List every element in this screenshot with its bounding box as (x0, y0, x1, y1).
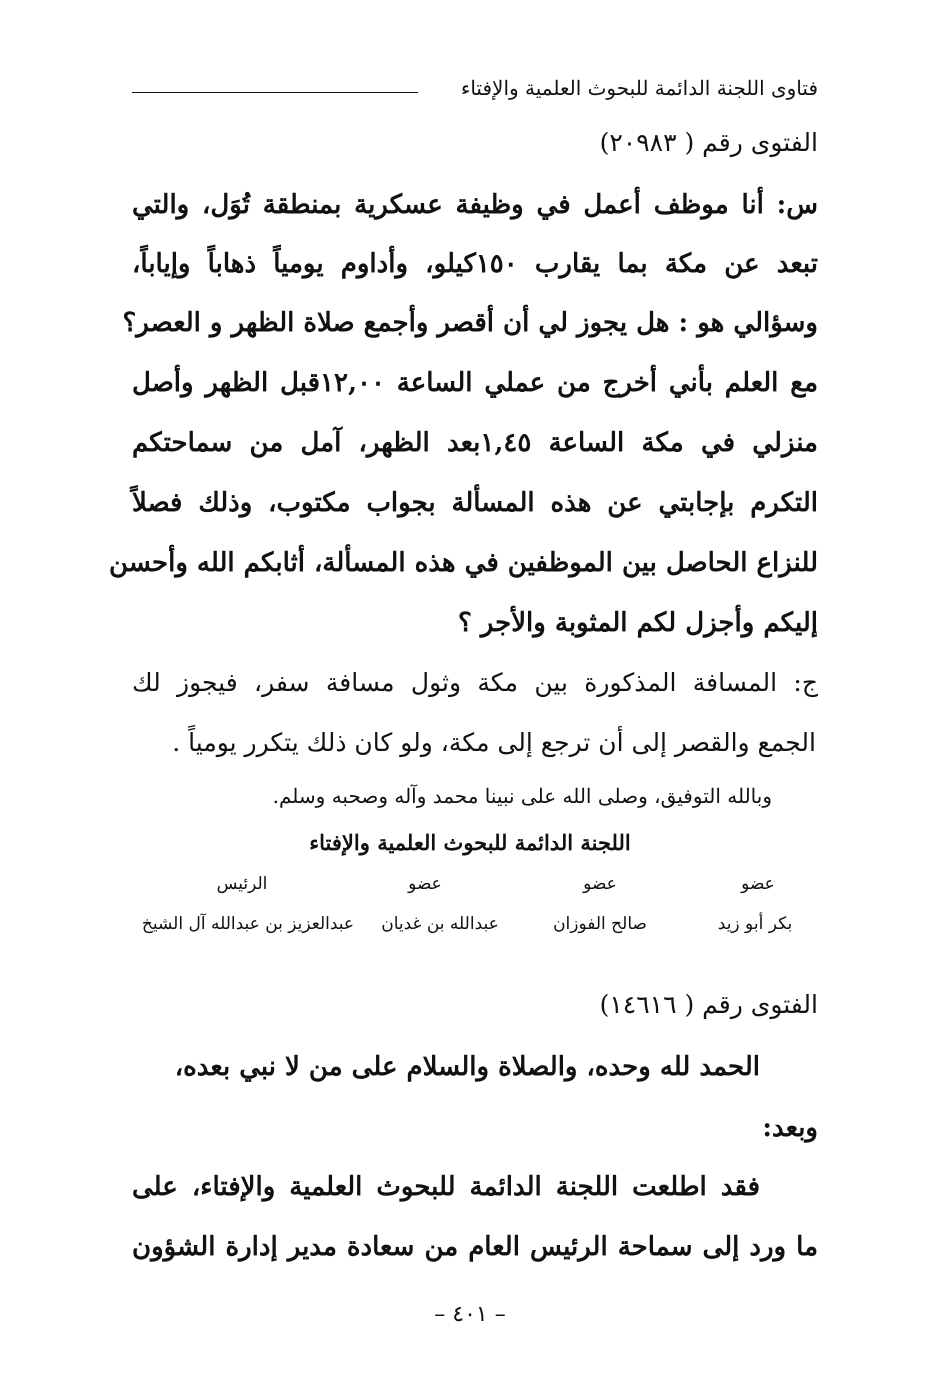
signatory-role: عضو (741, 874, 775, 894)
page-number: – ٤٠١ – (434, 1302, 506, 1327)
running-header: فتاوى اللجنة الدائمة للبحوث العلمية والإفتاء (460, 76, 818, 100)
signatory-name: عبدالعزيز بن عبدالله آل الشيخ (141, 914, 355, 934)
answer-line: الجمع والقصر إلى أن ترجع إلى مكة، ولو كان ذلك يتكرر يومياً . (172, 728, 816, 757)
body-line: فقد اطلعت اللجنة الدائمة للبحوث العلمية والإفتاء، على (132, 1172, 760, 1202)
question-line: مع العلم بأني أخرج من عملي الساعة ١٢,٠٠قبل الظهر وأصل (132, 368, 818, 398)
fatwa-number-heading: الفتوى رقم ( ٢٠٩٨٣) (599, 128, 818, 157)
header-rule (132, 92, 418, 93)
question-line: تبعد عن مكة بما يقارب ١٥٠كيلو، وأداوم يومياً ذهاباً وإياباً، (132, 249, 818, 279)
question-line: س: أنا موظف أعمل في وظيفة عسكرية بمنطقة تُوَل، والتي (132, 190, 818, 220)
signatory-name: عبدالله بن غديان (381, 914, 499, 934)
signatory-name: صالح الفوزان (553, 914, 647, 934)
question-line: إليكم وأجزل لكم المثوبة والأجر ؟ (457, 608, 818, 638)
question-line: التكرم بإجابتي عن هذه المسألة بجواب مكتوب، وذلك فصلاً (132, 488, 818, 518)
fatwa-number-heading: الفتوى رقم ( ١٤٦١٦) (599, 990, 818, 1019)
signatory-name: بكر أبو زيد (717, 914, 793, 934)
signatory-role: الرئيس (216, 874, 268, 894)
signatory-role: عضو (583, 874, 617, 894)
body-line: ما ورد إلى سماحة الرئيس العام من سعادة مدير إدارة الشؤون (132, 1232, 818, 1262)
body-line: وبعد: (762, 1113, 818, 1143)
body-line: الحمد لله وحده، والصلاة والسلام على من لا نبي بعده، (174, 1052, 760, 1082)
closing-line: وبالله التوفيق، وصلى الله على نبينا محمد وآله وصحبه وسلم. (272, 784, 772, 808)
committee-name: اللجنة الدائمة للبحوث العلمية والإفتاء (309, 830, 631, 855)
question-line: منزلي في مكة الساعة ١,٤٥بعد الظهر، آمل من سماحتكم (132, 428, 818, 458)
answer-line: ج: المسافة المذكورة بين مكة وثول مسافة سفر، فيجوز لك (132, 668, 818, 697)
question-line: وسؤالي هو : هل يجوز لي أن أقصر وأجمع صلاة الظهر و العصر؟ (122, 308, 818, 338)
signatory-role: عضو (408, 874, 442, 894)
question-line: للنزاع الحاصل بين الموظفين في هذه المسألة، أثابكم الله وأحسن (109, 548, 818, 578)
